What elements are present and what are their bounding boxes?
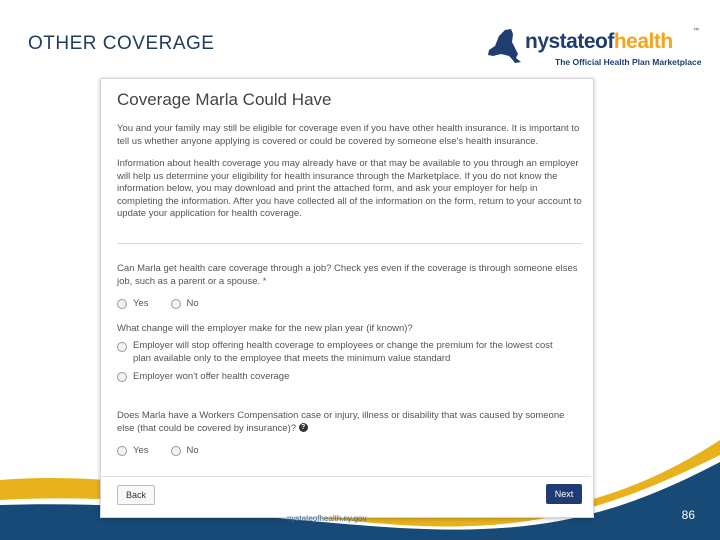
question-workers-comp-text: Does Marla have a Workers Compensation case or injury, illness or disability that was caused by someone else (that could be covered by insurance)? (117, 410, 565, 434)
workers-comp-yes-label[interactable]: Yes (133, 445, 149, 456)
back-button[interactable]: Back (117, 485, 155, 505)
coverage-form-card (100, 78, 594, 518)
next-button[interactable]: Next (546, 484, 582, 504)
logo-wordmark: nystateofhealth (525, 30, 673, 53)
employer-change-option-1[interactable] (117, 340, 582, 365)
job-coverage-no-label[interactable]: No (186, 298, 199, 309)
help-icon[interactable]: ? (299, 423, 308, 432)
job-coverage-yes-label[interactable]: Yes (133, 298, 149, 309)
job-coverage-no-radio[interactable] (171, 299, 181, 309)
intro-paragraph-1: You and your family may still be eligible for coverage even if you have other health insurance. It is important to tell us whether anyone applying is covered or could be covered by someone else's health insurance. (117, 123, 580, 147)
job-coverage-radio-group (117, 298, 221, 309)
employer-change-option-1-label[interactable]: Employer will stop offering health coverage to employees or change the premium for the lowest cost plan available only to the employee that meets the minimum value standard (133, 340, 553, 364)
section-divider (117, 243, 582, 244)
logo-tagline: The Official Health Plan Marketplace (555, 57, 702, 67)
question-employer-change: What change will the employer make for the new plan year (if known)? (117, 323, 413, 334)
workers-comp-no-radio[interactable] (171, 446, 181, 456)
ny-state-map-icon (485, 26, 523, 66)
nystateofhealth-logo (485, 24, 700, 76)
question-workers-comp (117, 410, 582, 435)
employer-change-option-2-radio[interactable] (117, 372, 127, 382)
employer-change-option-2[interactable] (117, 371, 289, 382)
footer-url: nystateofhealth.ny.gov (287, 514, 367, 523)
job-coverage-yes-radio[interactable] (117, 299, 127, 309)
logo-trademark: ™ (693, 28, 699, 34)
workers-comp-yes-radio[interactable] (117, 446, 127, 456)
question-job-coverage: Can Marla get health care coverage through a job? Check yes even if the coverage is through someone elses job, such as a parent or a spouse. * (117, 263, 578, 287)
intro-paragraph-2: Information about health coverage you may already have or that may be available to you through an employer will help us determine your eligibility for health insurance through the Marketplace. If you do not know the information below, you may download and print the attached form, and ask your employer for help in completing the information. After you have collected all of the information on the form, return to your account to update your application for health coverage. (117, 158, 582, 219)
employer-change-option-1-radio[interactable] (117, 342, 127, 352)
workers-comp-no-label[interactable]: No (186, 445, 199, 456)
workers-comp-radio-group (117, 445, 221, 456)
page-number: 86 (681, 508, 695, 522)
slide-title: OTHER COVERAGE (28, 33, 215, 54)
actions-divider (101, 476, 591, 477)
form-heading: Coverage Marla Could Have (117, 90, 332, 109)
employer-change-option-2-label[interactable]: Employer won't offer health coverage (133, 371, 290, 382)
